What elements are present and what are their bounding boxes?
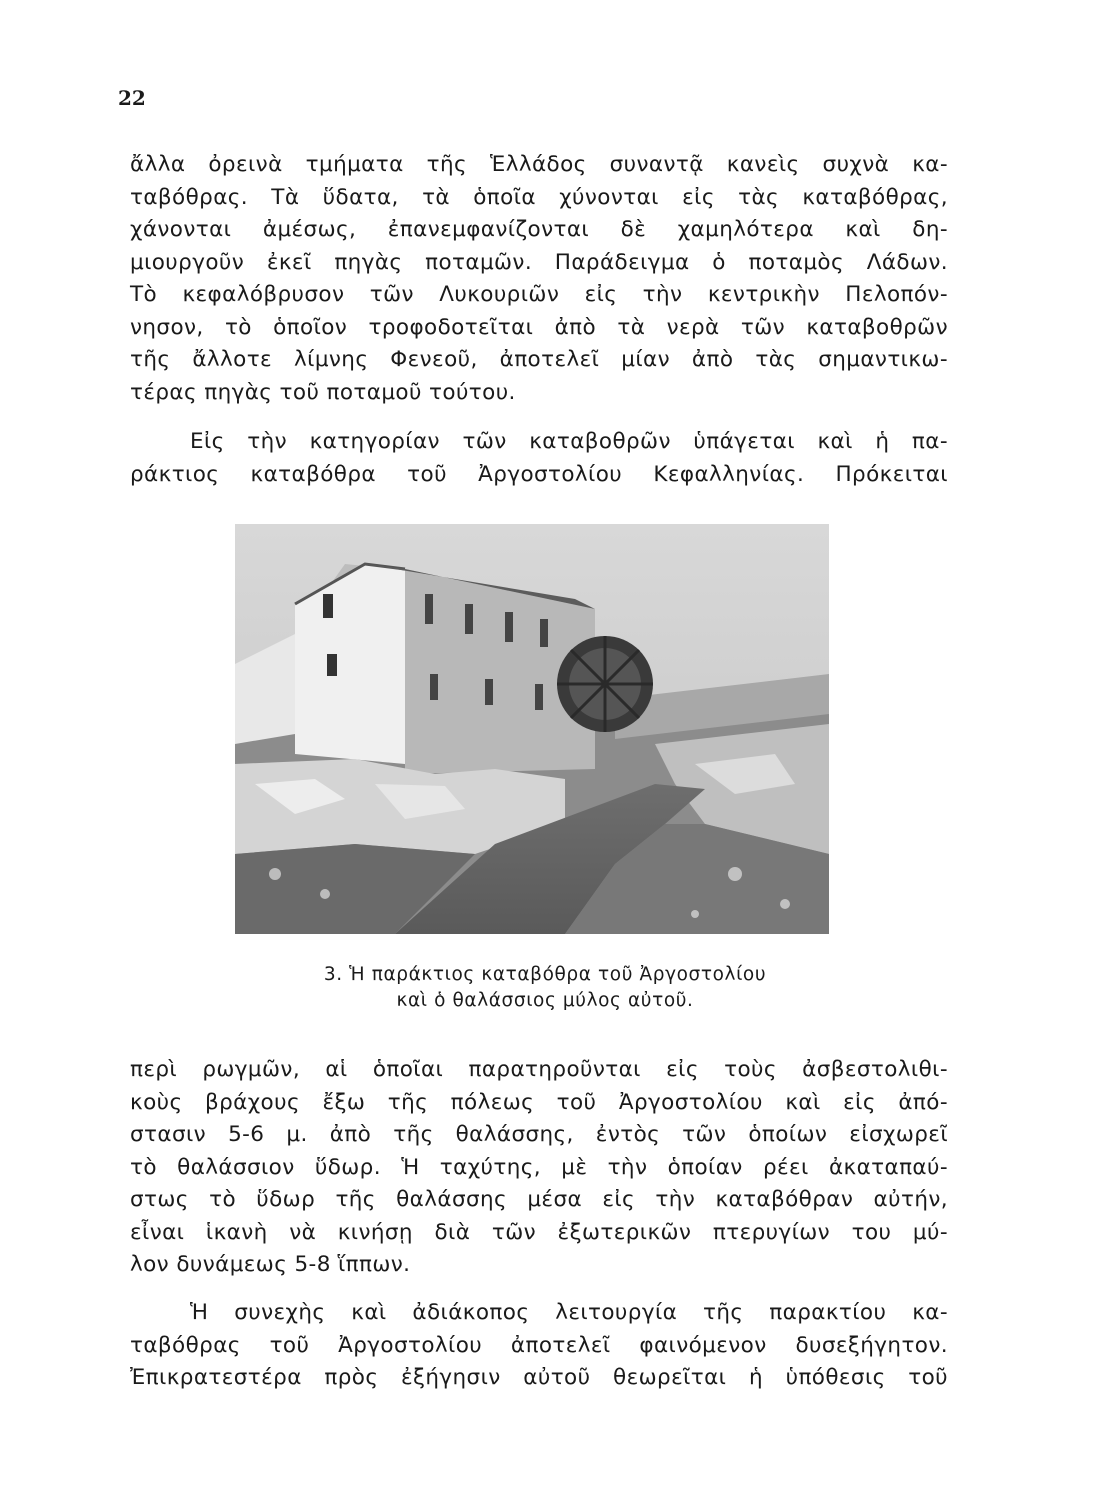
text-line: κοὺς βράχους ἔξω τῆς πόλεως τοῦ Ἀργοστολίου καὶ εἰς ἀπό- bbox=[130, 1089, 948, 1115]
text-line: λον δυνάμεως 5-8 ἵππων. bbox=[130, 1252, 411, 1277]
paragraph-2 bbox=[130, 426, 948, 491]
text-line: Τὸ κεφαλόβρυσον τῶν Λυκουριῶν εἰς τὴν κεντρικὴν Πελοπόν- bbox=[130, 282, 948, 307]
text-line: Ἐπικρατεστέρα πρὸς ἐξήγησιν αὐτοῦ θεωρεῖται ἡ ὑπόθεσις τοῦ bbox=[130, 1365, 948, 1390]
paragraph-1 bbox=[130, 149, 948, 409]
text-line: μιουργοῦν ἐκεῖ πηγὰς ποταμῶν. Παράδειγμα ὁ ποταμὸς Λάδων. bbox=[130, 249, 948, 275]
paragraph-4 bbox=[130, 1297, 948, 1395]
text-line: στασιν 5-6 μ. ἀπὸ τῆς θαλάσσης, ἐντὸς τῶν ὁποίων εἰσχωρεῖ bbox=[130, 1122, 948, 1147]
text-line: ταβόθρας τοῦ Ἀργοστολίου ἀποτελεῖ φαινόμενον δυσεξήγητον. bbox=[130, 1332, 948, 1358]
text-line: ἄλλα ὀρεινὰ τμήματα τῆς Ἑλλάδος συναντᾷ κανεὶς συχνὰ κα- bbox=[130, 152, 948, 177]
figure-caption bbox=[200, 962, 890, 1014]
text-line: τέρας πηγὰς τοῦ ποταμοῦ τούτου. bbox=[130, 379, 516, 405]
text-line: Εἰς τὴν κατηγορίαν τῶν καταβοθρῶν ὑπάγεται καὶ ἡ πα- bbox=[190, 429, 948, 454]
page-number: 22 bbox=[118, 86, 146, 110]
text-line: εἶναι ἱκανὴ νὰ κινήσῃ διὰ τῶν ἐξωτερικῶν πτερυγίων του μύ- bbox=[130, 1219, 948, 1245]
text-line: ταβόθρας. Τὰ ὕδατα, τὰ ὁποῖα χύνονται εἰς τὰς καταβόθρας, bbox=[130, 184, 948, 210]
text-line: στως τὸ ὕδωρ τῆς θαλάσσης μέσα εἰς τὴν καταβόθραν αὐτήν, bbox=[130, 1187, 948, 1212]
caption-line: καὶ ὁ θαλάσσιος μύλος αὐτοῦ. bbox=[396, 990, 694, 1011]
text-line: τὸ θαλάσσιον ὕδωρ. Ἡ ταχύτης, μὲ τὴν ὁποίαν ρέει ἀκαταπαύ- bbox=[130, 1154, 948, 1180]
text-line: χάνονται ἀμέσως, ἐπανεμφανίζονται δὲ χαμηλότερα καὶ δη- bbox=[130, 217, 948, 242]
text-line: ράκτιος καταβόθρα τοῦ Ἀργοστολίου Κεφαλληνίας. Πρόκειται bbox=[130, 461, 948, 487]
figure-photo-mill bbox=[235, 524, 829, 934]
text-line: νησον, τὸ ὁποῖον τροφοδοτεῖται ἀπὸ τὰ νερὰ τῶν καταβοθρῶν bbox=[130, 314, 948, 340]
text-line: περὶ ρωγμῶν, αἱ ὁποῖαι παρατηροῦνται εἰς τοὺς ἀσβεστολιθι- bbox=[130, 1057, 948, 1082]
paragraph-3 bbox=[130, 1054, 948, 1282]
text-line: τῆς ἄλλοτε λίμνης Φενεοῦ, ἀποτελεῖ μίαν ἀπὸ τὰς σημαντικω- bbox=[130, 347, 948, 372]
text-line: Ἡ συνεχὴς καὶ ἀδιάκοπος λειτουργία τῆς παρακτίου κα- bbox=[190, 1300, 948, 1325]
caption-line: 3. Ἡ παράκτιος καταβόθρα τοῦ Ἀργοστολίου bbox=[323, 964, 767, 985]
